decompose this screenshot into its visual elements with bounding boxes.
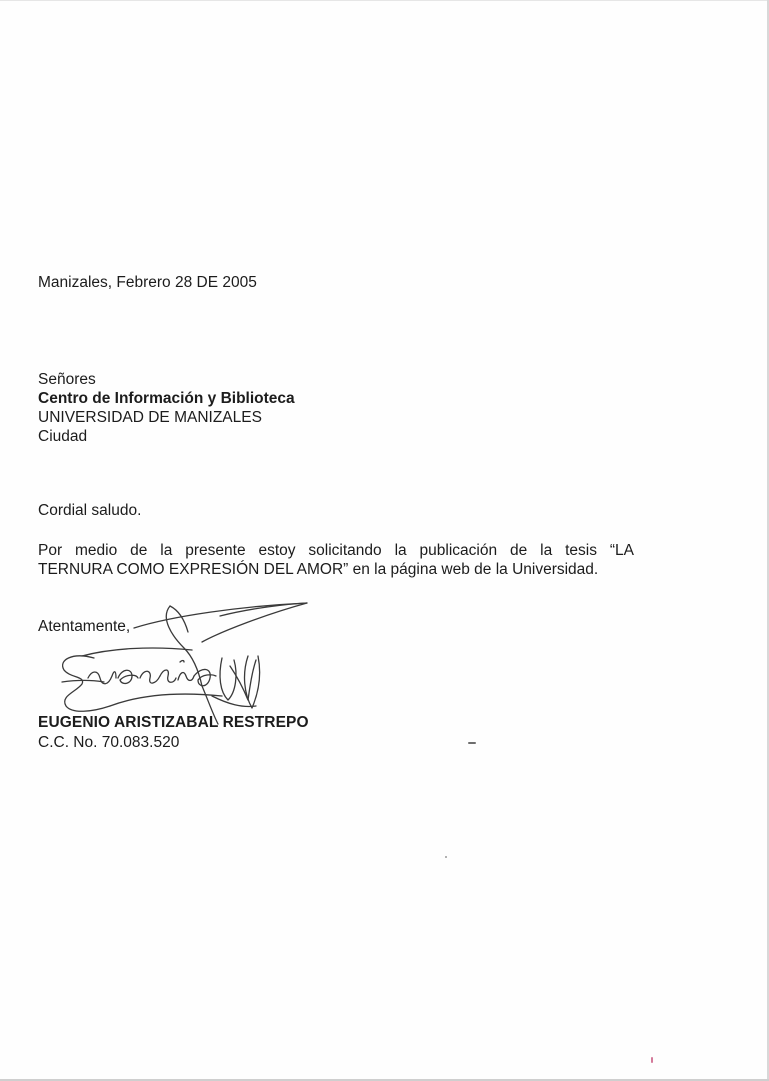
recipient-salutation: Señores: [38, 371, 96, 388]
letter-body-line-1: Por medio de la presente estoy solicitando la publicación de la tesis “LA: [38, 542, 634, 559]
letter-date: Manizales, Febrero 28 DE 2005: [38, 274, 257, 291]
letter-closing: Atentamente,: [38, 618, 131, 635]
recipient-institution: UNIVERSIDAD DE MANIZALES: [38, 409, 262, 426]
letter-greeting: Cordial saludo.: [38, 502, 142, 519]
letter-body: [38, 541, 634, 579]
scan-edge-top: [0, 0, 769, 1]
recipient-block: [38, 370, 295, 446]
scan-speck: [651, 1057, 653, 1063]
scan-speck: [468, 742, 476, 744]
signer-id: C.C. No. 70.083.520: [38, 734, 180, 751]
letter-body-line-2: TERNURA COMO EXPRESIÓN DEL AMOR” en la página web de la Universidad.: [38, 561, 599, 578]
recipient-city: Ciudad: [38, 428, 88, 445]
scan-speck: [445, 856, 447, 858]
recipient-department: Centro de Información y Biblioteca: [38, 390, 295, 407]
signer-name: EUGENIO ARISTIZABAL RESTREPO: [38, 714, 309, 731]
